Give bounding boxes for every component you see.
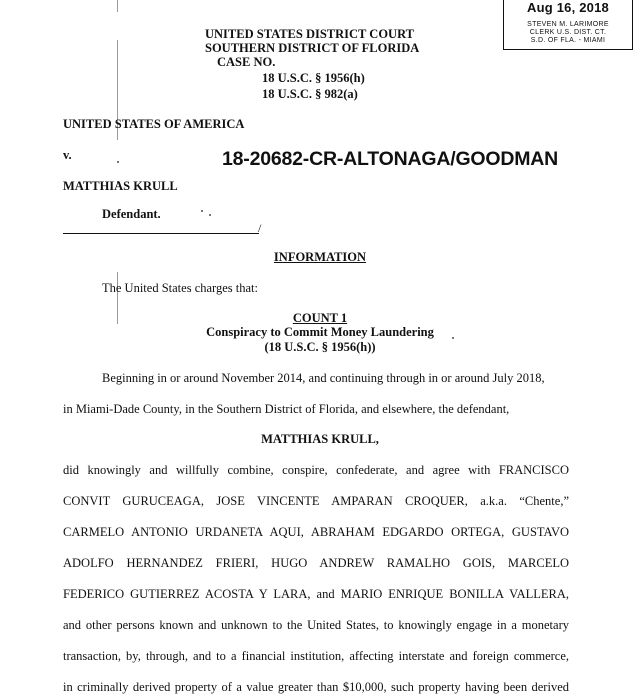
case-number: 18-20682-CR-ALTONAGA/GOODMAN	[222, 148, 559, 170]
defendant-label: Defendant.	[102, 207, 161, 221]
intro-text: The United States charges that:	[102, 281, 258, 295]
stamp-date: Aug 16, 2018	[527, 0, 609, 15]
plaintiff-name: UNITED STATES OF AMERICA	[63, 117, 245, 131]
defendant-name: MATTHIAS KRULL	[63, 179, 178, 193]
stamp-clerk-name: STEVEN M. LARIMORE	[527, 21, 609, 28]
body-line: and other persons known and unknown to the United States, to knowingly engage in a monetary	[63, 618, 569, 632]
scan-artifact-line	[117, 0, 118, 12]
scan-speck	[201, 210, 203, 212]
caption-slash: /	[258, 221, 262, 235]
body-line: CARMELO ANTONIO URDANETA AQUI, ABRAHAM EDGARDO ORTEGA, GUSTAVO	[63, 525, 569, 539]
document-title: INFORMATION	[273, 250, 367, 264]
body-line: ADOLFO HERNANDEZ FRIERI, HUGO ANDREW RAMALHO GOIS, MARCELO	[63, 556, 569, 570]
body-line: did knowingly and willfully combine, conspire, confederate, and agree with FRANCISCO	[63, 463, 569, 477]
count-statute: (18 U.S.C. § 1956(h))	[264, 340, 376, 354]
statute-citation: 18 U.S.C. § 982(a)	[262, 87, 358, 101]
count-subtitle: Conspiracy to Commit Money Laundering	[206, 325, 434, 339]
count-title: COUNT 1	[292, 311, 348, 325]
versus-label: v.	[63, 148, 72, 162]
body-line: transaction, by, through, and to a financial institution, affecting interstate and foreign commerce,	[63, 649, 569, 663]
body-line: FEDERICO GUTIERREZ ACOSTA Y LARA, and MARIO ENRIQUE BONILLA VALLERA,	[63, 587, 569, 601]
body-line: CONVIT GURUCEAGA, JOSE VINCENTE AMPARAN CROQUER, a.k.a. “Chente,”	[63, 494, 569, 508]
defendant-name-centered: MATTHIAS KRULL,	[261, 432, 379, 446]
statute-citation: 18 U.S.C. § 1956(h)	[262, 71, 365, 85]
body-line: in criminally derived property of a value greater than $10,000, such property having been derived	[63, 680, 569, 694]
stamp-clerk-title: CLERK U.S. DIST. CT.	[529, 29, 607, 36]
caption-rule	[63, 233, 259, 234]
case-no-label: CASE NO.	[217, 55, 276, 69]
scan-speck	[209, 214, 211, 216]
court-district: SOUTHERN DISTRICT OF FLORIDA	[205, 41, 420, 55]
clerk-filing-stamp	[503, 0, 633, 50]
scan-speck	[117, 161, 119, 163]
paragraph-line: in Miami-Dade County, in the Southern District of Florida, and elsewhere, the defendant,	[63, 402, 510, 416]
stamp-court-location: S.D. OF FLA. - MIAMI	[530, 37, 606, 44]
court-name: UNITED STATES DISTRICT COURT	[205, 27, 414, 41]
paragraph-line: Beginning in or around November 2014, and continuing through in or around July 2018,	[102, 371, 545, 385]
